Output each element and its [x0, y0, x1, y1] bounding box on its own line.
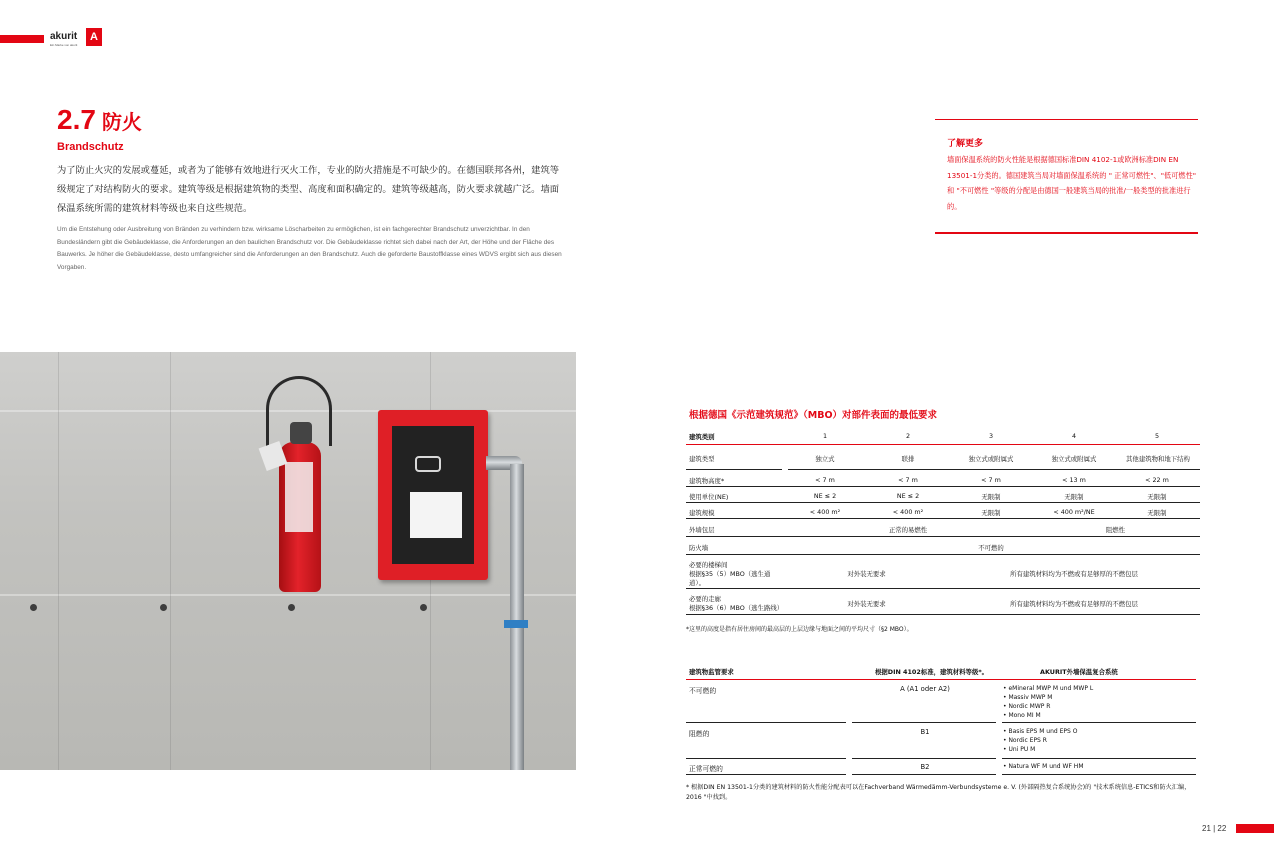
- table1-row-label: 必要的走廊: [689, 595, 721, 603]
- fire-equipment-photo: [0, 352, 576, 770]
- page-numbers: 21 | 22: [1202, 824, 1227, 833]
- wall-bolt: [288, 604, 295, 611]
- hose-reel-icon: [415, 456, 441, 472]
- section-number: 2.7: [57, 104, 96, 135]
- learn-more-text: 墙面保温系统的防火性能是根据德国标准DIN 4102-1或欧洲标准DIN EN 13501-1分类的。德国建筑当局对墙面保温系统的 " 正常可燃性"、"低可燃性" 和 "不可燃性 "等级的分配是由德国一般建筑当局的批准/一般类型的批准进行的。: [947, 155, 1197, 211]
- table1-cell: < 13 m: [1062, 476, 1086, 484]
- akurit-logo: [50, 27, 105, 51]
- list-item: • Nordic EPS R: [1003, 737, 1047, 744]
- learn-more-box: [935, 119, 1198, 234]
- table2-system-list: [1003, 727, 1077, 754]
- table1-footnote: *这里的高度是指有居住房间的最高层的上层边缘与地面之间的平均尺寸（§2 MBO）。: [686, 626, 913, 633]
- table1-cell: 其他建筑物和地下结构: [1126, 455, 1190, 463]
- table2-class: B1: [920, 728, 930, 736]
- table1-row-label: 建筑物高度*: [689, 477, 725, 485]
- table1-title: 根据德国《示范建筑规范》（MBO）对部件表面的最低要求: [689, 410, 938, 421]
- table1-cell: < 7 m: [981, 476, 1001, 484]
- table1-row-label: 防火墙: [689, 544, 709, 552]
- table1-cell: NE ≤ 2: [896, 492, 920, 500]
- table2-header: 根据DIN 4102标准，建筑材料等级*。: [875, 668, 989, 676]
- wall-crack: [58, 352, 59, 770]
- table1-row-label: 根据§35（5）MBO（逃生通: [689, 570, 771, 578]
- table1-cell: 对外装无要求: [847, 600, 886, 608]
- extinguisher-valve: [290, 422, 312, 444]
- list-item: • Natura WF M und WF HM: [1003, 763, 1084, 770]
- table2-row-label: 正常可燃的: [689, 765, 723, 773]
- table1-row-label: 建筑规模: [689, 509, 715, 517]
- logo-wordmark: akurit: [50, 31, 78, 42]
- table2-header: AKURIT外墙保温复合系统: [1040, 668, 1118, 676]
- table1-row-label: 使用单位(NE): [689, 493, 729, 501]
- table1-cell: 无限制: [1147, 509, 1167, 517]
- table1-row-label: 根据§36（6）MBO（逃生路线）: [689, 604, 784, 612]
- extinguisher-label: [285, 462, 313, 532]
- page-accent-bar: [1236, 824, 1274, 833]
- table1-cell: < 22 m: [1145, 476, 1169, 484]
- list-item: • Basis EPS M und EPS O: [1003, 728, 1078, 735]
- list-item: • eMineral MWP M und MWP L: [1003, 685, 1094, 692]
- table2-row-label: 不可燃的: [689, 687, 717, 695]
- intro-german: Um die Entstehung oder Ausbreitung von Bränden zu verhindern bzw. wirksame Löscharbeiten zu ermöglichen, ist ein fachgerechter Brandschutz unverzichtbar. In den Bundesländern gibt die Gebäudeklasse, die Anforderungen an den baulichen Brandschutz vor. Die Gebäudeklasse richtet sich dabei nach der Art, der Höhe und der Fläche des Bauwerks. Je höher die Gebäudeklasse, desto umfangreicher sind die Anforderungen an den Brandschutz. Auch die geforderte Baustoffklasse eines WDVS ergibt sich aus diesen Vorgaben.: [57, 226, 562, 271]
- logo-mark-icon: A: [86, 28, 102, 46]
- table1-cell: NE ≤ 2: [813, 492, 837, 500]
- table1-cell: 对外装无要求: [847, 570, 886, 578]
- section-heading: [57, 104, 142, 136]
- table1-cell: < 400 m²: [809, 508, 841, 516]
- table1-header-rule: [686, 444, 1200, 445]
- table1-row-label: 外墙包层: [689, 526, 715, 534]
- table2-class: B2: [920, 763, 930, 771]
- table1-cell: 所有建筑材料均为不燃或有足够厚的不燃包层: [1010, 570, 1138, 578]
- wall-bolt: [30, 604, 37, 611]
- table1-cell: 不可燃的: [978, 544, 1004, 552]
- table1-header-col: 2: [905, 432, 911, 440]
- table2-class: A (A1 oder A2): [900, 685, 950, 693]
- table2-footnote: * 根据DIN EN 13501-1分类的建筑材料的防火性能分配表可以在Fachverband Wärmedämm-Verbundsysteme e. V. (外部隔热复合系统协会)的 "技术系统信息-ETICS和防火汇编，2016 "中找到。: [686, 784, 1191, 801]
- list-item: • Nordic MWP R: [1003, 703, 1051, 710]
- table1-header-col: 5: [1154, 432, 1160, 440]
- table1-cell: 所有建筑材料均为不燃或有足够厚的不燃包层: [1010, 600, 1138, 608]
- table2-system-list: [1003, 684, 1093, 720]
- logo-tagline: Ein Marke von akurit: [50, 43, 78, 47]
- water-pipe: [510, 464, 524, 770]
- table1-cell: < 400 m²/NE: [1053, 508, 1095, 516]
- table1-header-label: 建筑类别: [689, 433, 715, 441]
- table2-header: 建筑物监管要求: [689, 668, 734, 676]
- table1-cell: < 7 m: [815, 476, 835, 484]
- table2-system-list: [1003, 762, 1084, 771]
- table1-row-label: 道）。: [689, 579, 705, 587]
- table1-cell: 无限制: [1147, 493, 1167, 501]
- learn-more-title: 了解更多: [947, 139, 984, 149]
- cabinet-panel: [410, 492, 462, 538]
- table1-cell: < 400 m²: [892, 508, 924, 516]
- table1-cell: 联排: [901, 455, 915, 463]
- wall-bolt: [420, 604, 427, 611]
- intro-chinese: 为了防止火灾的发展或蔓延，或者为了能够有效地进行灭火工作，专业的防火措施是不可缺少的。在德国联邦各州，建筑等级规定了对结构防火的要求。建筑等级是根据建筑物的类型、高度和面积确定的。建筑等级越高，防火要求就越广泛。墙面保温系统所需的建筑材料等级也来自这些规范。: [57, 165, 560, 214]
- table1-cell: 无限制: [1064, 493, 1084, 501]
- table1-header-col: 3: [988, 432, 994, 440]
- table1-header-col: 4: [1071, 432, 1077, 440]
- wall-seam: [0, 594, 576, 596]
- table1-cell: 正常的易燃性: [888, 526, 928, 534]
- table1-cell: 独立式: [815, 455, 835, 463]
- header-accent-bar: [0, 35, 44, 43]
- table1-row-label: 必要的楼梯间: [689, 561, 728, 569]
- wall-crack: [170, 352, 171, 770]
- wall-bolt: [160, 604, 167, 611]
- table1-cell: 无限制: [981, 509, 1001, 517]
- table1-cell: < 7 m: [898, 476, 918, 484]
- table2-row-label: 阻燃的: [689, 730, 710, 738]
- table2-header-rule: [686, 679, 1196, 680]
- pipe-clip: [504, 620, 528, 628]
- table1-header-col: 1: [822, 432, 828, 440]
- table1-row-label: 建筑类型: [689, 455, 715, 463]
- list-item: • Mono MI M: [1003, 712, 1041, 719]
- table1-cell: 无限制: [981, 493, 1001, 501]
- table1-cell: 阻燃性: [1105, 526, 1126, 534]
- list-item: • Massiv MWP M: [1003, 694, 1053, 701]
- section-subtitle: Brandschutz: [57, 141, 124, 153]
- list-item: • Uni PU M: [1003, 746, 1036, 753]
- section-title: 防火: [101, 112, 142, 134]
- table1-cell: 独立式或附属式: [968, 455, 1014, 463]
- table1-cell: 独立式或附属式: [1051, 455, 1097, 463]
